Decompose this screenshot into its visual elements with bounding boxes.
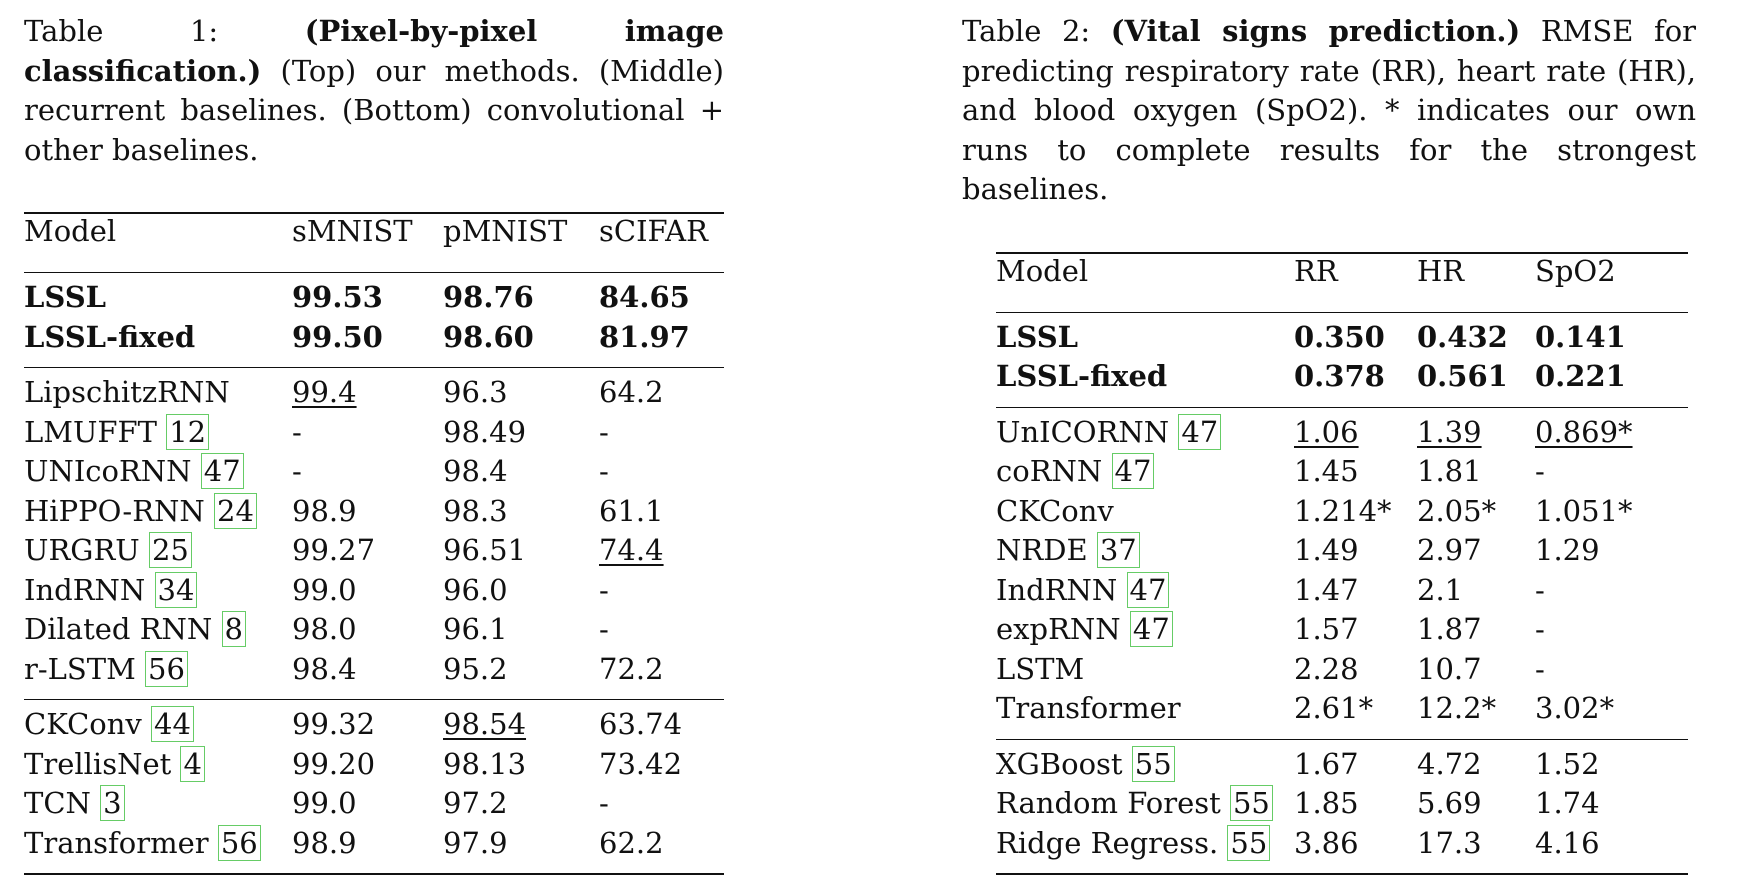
value-cell [1417, 573, 1535, 613]
value-cell [1417, 612, 1535, 652]
value-cell [599, 573, 724, 613]
column-header: SpO2 [1535, 253, 1688, 313]
cell-value: 98.9 [292, 493, 357, 528]
citation-link[interactable]: 47 [1178, 414, 1221, 450]
cell-value: 2.97 [1417, 533, 1482, 567]
model-name-cell [996, 739, 1294, 786]
model-name-cell [996, 612, 1294, 652]
cell-value: 1.29 [1535, 533, 1600, 567]
model-name: Transformer [24, 825, 209, 860]
citation-link[interactable]: 34 [155, 572, 198, 608]
cell-value: 97.2 [443, 786, 508, 820]
table-1-panel [24, 0, 724, 875]
value-cell [443, 368, 599, 415]
model-name: LSSL [996, 319, 1079, 354]
cell-value: 98.3 [443, 493, 508, 528]
table-row [24, 273, 724, 320]
value-cell [1294, 786, 1417, 826]
value-cell [443, 573, 599, 613]
table-row [24, 494, 724, 534]
cell-value: 62.2 [599, 825, 664, 860]
value-cell [1535, 407, 1688, 454]
value-cell [1417, 826, 1535, 875]
model-name: LSSL-fixed [24, 319, 196, 354]
caption-label: Table 1: [24, 14, 219, 48]
model-name-cell [996, 454, 1294, 494]
cell-value: 1.49 [1294, 533, 1359, 567]
value-cell [1417, 739, 1535, 786]
model-name-cell [24, 320, 292, 368]
model-name: TCN [24, 786, 91, 820]
model-name-cell [996, 312, 1294, 359]
model-name-cell [24, 454, 292, 494]
value-cell [599, 320, 724, 368]
table-row [24, 700, 724, 747]
value-cell [599, 747, 724, 787]
value-cell [1294, 691, 1417, 739]
cell-value: 96.51 [443, 533, 527, 567]
table-row [996, 691, 1688, 739]
model-name: CKConv [24, 707, 142, 741]
value-cell [443, 652, 599, 700]
model-name-cell [996, 691, 1294, 739]
cell-value: - [599, 414, 609, 449]
value-cell [1417, 407, 1535, 454]
table-row [24, 573, 724, 613]
table-row [996, 739, 1688, 786]
table-row [996, 826, 1688, 875]
table-row [24, 320, 724, 368]
table-row [24, 612, 724, 652]
model-name-cell [24, 415, 292, 455]
value-cell [443, 612, 599, 652]
cell-value: 98.0 [292, 612, 357, 646]
value-cell [1535, 739, 1688, 786]
column-header: RR [1294, 253, 1417, 313]
table-row [24, 826, 724, 875]
value-cell [292, 320, 443, 368]
cell-value: 1.45 [1294, 454, 1359, 488]
table-row [996, 573, 1688, 613]
value-cell [599, 415, 724, 455]
model-name-cell [24, 747, 292, 787]
model-name-cell [996, 826, 1294, 875]
citation-link[interactable]: 56 [218, 825, 261, 861]
table-1-caption [24, 12, 724, 170]
cell-value: 2.05* [1417, 493, 1497, 528]
value-cell [292, 368, 443, 415]
model-name: UnICORNN [996, 414, 1170, 449]
cell-value: 99.53 [292, 280, 383, 314]
model-name-cell [996, 652, 1294, 692]
model-name: UNIcoRNN [24, 454, 192, 488]
column-header: Model [24, 213, 292, 273]
table-row [996, 312, 1688, 359]
value-cell [1417, 494, 1535, 534]
value-cell [443, 700, 599, 747]
value-cell [1535, 652, 1688, 692]
cell-value: 73.42 [599, 746, 683, 781]
cell-value: 61.1 [599, 493, 664, 528]
cell-value: 96.3 [443, 375, 508, 409]
cell-value: 98.76 [443, 280, 534, 314]
model-name-cell [24, 826, 292, 875]
cell-value: - [599, 786, 609, 820]
value-cell [1417, 652, 1535, 692]
value-cell [599, 826, 724, 875]
model-name-cell [24, 652, 292, 700]
citation-link[interactable]: 47 [1127, 572, 1170, 608]
cell-value: 96.1 [443, 612, 508, 646]
value-cell [1535, 612, 1688, 652]
value-cell [599, 533, 724, 573]
value-cell [292, 573, 443, 613]
citation-link[interactable]: 37 [1097, 532, 1140, 568]
cell-value: 98.49 [443, 414, 527, 449]
model-name: Random Forest [996, 786, 1221, 820]
value-cell [292, 700, 443, 747]
cell-value: 63.74 [599, 707, 683, 741]
value-cell [599, 612, 724, 652]
value-cell [1294, 359, 1417, 407]
model-name: Transformer [996, 691, 1181, 725]
caption-text: RMSE for predicting respiratory rate (RR), heart rate (HR), and blood oxygen (SpO2). * indicates our own runs to complete results for the strongest baselines. [962, 14, 1697, 206]
cell-value: 3.02* [1535, 691, 1615, 725]
value-cell [1535, 359, 1688, 407]
value-cell [599, 786, 724, 826]
model-name: coRNN [996, 454, 1103, 488]
table-2 [996, 252, 1688, 876]
model-name-cell [24, 573, 292, 613]
citation-link[interactable]: 47 [1112, 453, 1155, 489]
model-name-cell [996, 533, 1294, 573]
citation-link[interactable]: 47 [1130, 611, 1173, 647]
value-cell [599, 494, 724, 534]
citation-link[interactable]: 24 [214, 493, 257, 529]
value-cell [1417, 312, 1535, 359]
citation-link[interactable]: 55 [1227, 825, 1270, 861]
value-cell [1294, 573, 1417, 613]
cell-value: - [1535, 612, 1545, 646]
cell-value: - [1535, 572, 1545, 607]
cell-value: 1.47 [1294, 572, 1359, 607]
value-cell [1294, 494, 1417, 534]
cell-value: 0.141 [1535, 319, 1626, 354]
table-row [24, 747, 724, 787]
value-cell [443, 826, 599, 875]
cell-value: 0.432 [1417, 319, 1508, 354]
cell-value: 1.051* [1535, 493, 1633, 528]
model-name: LSTM [996, 651, 1085, 686]
table-2-panel [962, 0, 1696, 875]
header-row [996, 253, 1688, 313]
table-row [996, 533, 1688, 573]
table-row [996, 652, 1688, 692]
cell-value: 99.27 [292, 533, 376, 567]
value-cell [1294, 612, 1417, 652]
cell-value: - [599, 612, 609, 646]
header-row [24, 213, 724, 273]
model-name: IndRNN [996, 572, 1118, 607]
citation-link[interactable]: 25 [149, 532, 192, 568]
value-cell [599, 700, 724, 747]
column-header: HR [1417, 253, 1535, 313]
value-cell [1535, 454, 1688, 494]
cell-value: 3.86 [1294, 825, 1359, 860]
table-row [24, 415, 724, 455]
cell-value: 0.221 [1535, 359, 1626, 393]
cell-value: 1.39 [1417, 414, 1482, 449]
cell-value: - [292, 414, 302, 449]
cell-value: 0.869* [1535, 414, 1633, 449]
model-name: expRNN [996, 612, 1121, 646]
model-name: LMUFFT [24, 414, 157, 449]
column-header: sMNIST [292, 213, 443, 273]
cell-value: 98.9 [292, 825, 357, 860]
value-cell [1417, 786, 1535, 826]
citation-link[interactable]: 55 [1230, 785, 1273, 821]
value-cell [1294, 454, 1417, 494]
cell-value: 98.54 [443, 707, 527, 741]
cell-value: 10.7 [1417, 651, 1482, 686]
value-cell [443, 415, 599, 455]
cell-value: 17.3 [1417, 825, 1482, 860]
cell-value: 1.06 [1294, 414, 1359, 449]
value-cell [1294, 533, 1417, 573]
citation-link[interactable]: 12 [166, 414, 209, 450]
citation-link[interactable]: 47 [201, 453, 244, 489]
table-row [996, 786, 1688, 826]
value-cell [1535, 533, 1688, 573]
cell-value: 99.0 [292, 572, 357, 607]
value-cell [1417, 691, 1535, 739]
citation-link[interactable]: 55 [1132, 746, 1175, 782]
model-name-cell [24, 368, 292, 415]
cell-value: 74.4 [599, 533, 664, 567]
model-name-cell [24, 612, 292, 652]
value-cell [443, 533, 599, 573]
value-cell [1294, 652, 1417, 692]
cell-value: 1.57 [1294, 612, 1359, 646]
cell-value: - [1535, 454, 1545, 488]
cell-value: 96.0 [443, 572, 508, 607]
cell-value: 98.60 [443, 319, 534, 354]
cell-value: 4.72 [1417, 746, 1482, 781]
cell-value: 1.81 [1417, 454, 1482, 488]
cell-value: 98.13 [443, 746, 527, 781]
cell-value: 0.561 [1417, 359, 1508, 393]
value-cell [292, 652, 443, 700]
table-row [996, 612, 1688, 652]
column-header: Model [996, 253, 1294, 313]
value-cell [1535, 691, 1688, 739]
value-cell [443, 786, 599, 826]
model-name-cell [996, 359, 1294, 407]
value-cell [443, 454, 599, 494]
model-name: TrellisNet [24, 746, 172, 781]
value-cell [1535, 786, 1688, 826]
cell-value: 1.87 [1417, 612, 1482, 646]
citation-link[interactable]: 56 [145, 651, 188, 687]
value-cell [292, 415, 443, 455]
table-row [996, 494, 1688, 534]
model-name-cell [996, 573, 1294, 613]
model-name-cell [24, 786, 292, 826]
model-name: NRDE [996, 533, 1088, 567]
caption-title: (Pixel-by-pixel image classification.) [24, 14, 724, 88]
model-name: LSSL [24, 280, 107, 314]
cell-value: 1.74 [1535, 786, 1600, 820]
cell-value: 1.214* [1294, 493, 1392, 528]
cell-value: - [599, 572, 609, 607]
value-cell [599, 368, 724, 415]
model-name-cell [24, 700, 292, 747]
table-row [24, 652, 724, 700]
cell-value: 98.4 [292, 651, 357, 686]
model-name: IndRNN [24, 572, 146, 607]
model-name: Ridge Regress. [996, 825, 1219, 860]
model-name-cell [996, 407, 1294, 454]
model-name-cell [24, 533, 292, 573]
cell-value: 1.85 [1294, 786, 1359, 820]
value-cell [1294, 739, 1417, 786]
cell-value: 99.50 [292, 319, 383, 354]
citation-link[interactable]: 44 [151, 706, 194, 742]
value-cell [1535, 573, 1688, 613]
cell-value: 1.67 [1294, 746, 1359, 781]
citation-link[interactable]: 8 [222, 611, 246, 647]
value-cell [443, 273, 599, 320]
model-name: LipschitzRNN [24, 375, 230, 409]
value-cell [292, 273, 443, 320]
cell-value: 84.65 [599, 280, 690, 314]
cell-value: 2.1 [1417, 572, 1464, 607]
cell-value: - [599, 454, 609, 488]
model-name: LSSL-fixed [996, 359, 1168, 393]
value-cell [443, 320, 599, 368]
cell-value: 2.28 [1294, 651, 1359, 686]
value-cell [443, 747, 599, 787]
caption-title: (Vital signs prediction.) [1110, 14, 1521, 48]
table-2-caption [962, 12, 1696, 210]
cell-value: 99.4 [292, 375, 357, 409]
caption-label: Table 2: [962, 14, 1091, 48]
cell-value: 98.4 [443, 454, 508, 488]
value-cell [292, 826, 443, 875]
model-name: Dilated RNN [24, 612, 213, 646]
cell-value: 99.20 [292, 746, 376, 781]
value-cell [443, 494, 599, 534]
cell-value: 2.61* [1294, 691, 1374, 725]
model-name-cell [996, 494, 1294, 534]
cell-value: - [1535, 651, 1545, 686]
model-name-cell [24, 494, 292, 534]
cell-value: 0.378 [1294, 359, 1385, 393]
cell-value: 5.69 [1417, 786, 1482, 820]
table-row [996, 454, 1688, 494]
column-header: sCIFAR [599, 213, 724, 273]
value-cell [292, 786, 443, 826]
cell-value: 1.52 [1535, 746, 1600, 781]
table-row [996, 407, 1688, 454]
cell-value: 97.9 [443, 825, 508, 860]
model-name-cell [996, 786, 1294, 826]
value-cell [292, 747, 443, 787]
value-cell [1535, 494, 1688, 534]
table-row [24, 533, 724, 573]
cell-value: - [292, 454, 302, 488]
cell-value: 81.97 [599, 319, 690, 354]
value-cell [1535, 312, 1688, 359]
table-row [996, 359, 1688, 407]
citation-link[interactable]: 4 [180, 746, 204, 782]
column-header: pMNIST [443, 213, 599, 273]
table-row [24, 454, 724, 494]
value-cell [1294, 407, 1417, 454]
citation-link[interactable]: 3 [100, 785, 124, 821]
cell-value: 64.2 [599, 375, 664, 409]
value-cell [292, 612, 443, 652]
table-1 [24, 212, 724, 875]
cell-value: 72.2 [599, 651, 664, 686]
value-cell [599, 273, 724, 320]
cell-value: 99.32 [292, 707, 376, 741]
cell-value: 4.16 [1535, 825, 1600, 860]
model-name: URGRU [24, 533, 140, 567]
cell-value: 95.2 [443, 651, 508, 686]
cell-value: 99.0 [292, 786, 357, 820]
value-cell [1417, 454, 1535, 494]
value-cell [1294, 826, 1417, 875]
caption-text: (Top) our methods. (Middle) recurrent baselines. (Bottom) convolutional + other baselines. [24, 53, 724, 167]
table-row [24, 368, 724, 415]
value-cell [292, 533, 443, 573]
model-name: XGBoost [996, 746, 1123, 781]
value-cell [292, 494, 443, 534]
value-cell [1417, 359, 1535, 407]
value-cell [292, 454, 443, 494]
model-name-cell [24, 273, 292, 320]
cell-value: 0.350 [1294, 319, 1385, 354]
value-cell [1535, 826, 1688, 875]
model-name: HiPPO-RNN [24, 493, 205, 528]
value-cell [1417, 533, 1535, 573]
model-name: r-LSTM [24, 651, 136, 686]
model-name: CKConv [996, 493, 1114, 528]
table-row [24, 786, 724, 826]
value-cell [599, 652, 724, 700]
value-cell [599, 454, 724, 494]
value-cell [1294, 312, 1417, 359]
cell-value: 12.2* [1417, 691, 1497, 725]
